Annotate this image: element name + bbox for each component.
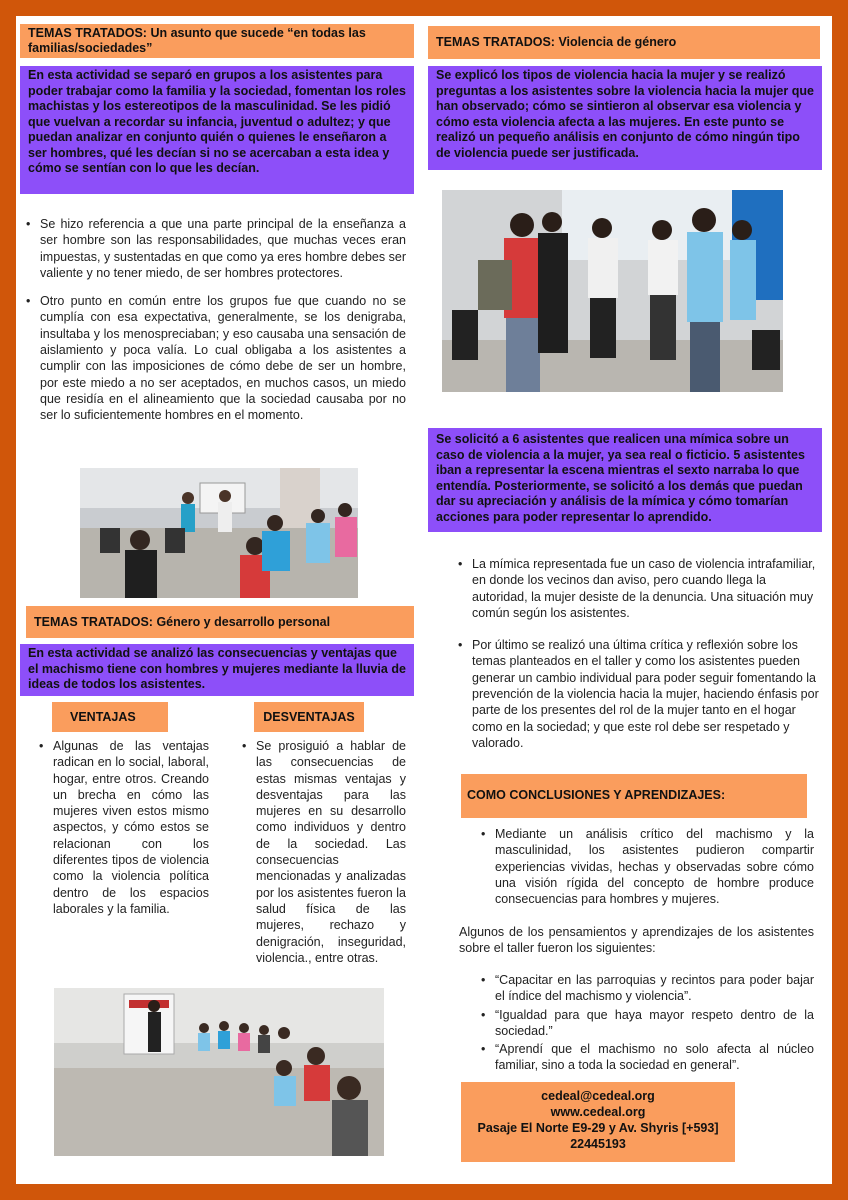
section-title-violencia-text: TEMAS TRATADOS: Violencia de género [436, 35, 677, 49]
brochure-page [16, 16, 832, 1184]
contact-email[interactable]: cedeal@cedeal.org [541, 1089, 655, 1103]
workshop-photo-1-illustration [80, 468, 358, 598]
intro-violencia-text: Se explicó los tipos de violencia hacia la mujer y se realizó preguntas a los asistentes sobre la violencia hacia la mujer que han observado; cómo se sintieron al observar esa violencia y cómo esta violencia afecta a las mujeres. En este punto se realizó un pequeño análisis en conjunto de cómo ningún tipo de violencia puede ser justificada. [436, 68, 814, 160]
intro-genero-text: En esta actividad se analizó las consecuencias y ventajas que el machismo tiene con hombres y mujeres mediante la lluvia de ideas de todos los asistentes. [28, 646, 406, 691]
ventajas-list [37, 738, 209, 929]
section-title-familias-text: TEMAS TRATADOS: Un asunto que sucede “en todas las familias/sociedades” [28, 26, 366, 55]
intro-mimica-text: Se solicitó a 6 asistentes que realicen una mímica sobre un caso de violencia a la mujer, ya sea real o ficticio. 5 asistentes iban a representar la escena mientras el sexto narraba lo que entendía. Posteriormente, se solicitó a los demás que puedan dar su apreciación y análisis de la mímica y cómo tomarían acciones para poder representar lo aprendido. [436, 432, 805, 524]
bullet-list-conclusiones [479, 826, 814, 919]
contact-box [461, 1082, 735, 1162]
list-item: • “Aprendí que el machismo no solo afecta al núcleo familiar, sino a toda la sociedad en general”. [495, 1041, 814, 1074]
ventajas-label-text: VENTAJAS [70, 710, 136, 724]
workshop-photo-3 [54, 988, 384, 1156]
list-item: • “Capacitar en las parroquias y recintos para poder bajar el índice del machismo y violencia”. [495, 972, 814, 1005]
contact-website[interactable]: www.cedeal.org [550, 1105, 646, 1119]
workshop-photo-2 [442, 190, 783, 392]
list-item: • Mediante un análisis crítico del machismo y la masculinidad, los asistentes pudieron compartir experiencias vividas, hechas y observadas sobre cómo una visión rígida del concepto de hombre produce consecuencias para hombres y mujeres. [495, 826, 814, 907]
intro-box-genero [20, 644, 414, 696]
list-item: • “Igualdad para que haya mayor respeto dentro de la sociedad.” [495, 1007, 814, 1040]
intro-box-violencia [428, 66, 822, 170]
workshop-photo-3-illustration [54, 988, 384, 1156]
list-item: • Se hizo referencia a que una parte principal de la enseñanza a ser hombre son las responsabilidades, que muchas veces eran impuestas, y sustentadas en que como ya eres hombre debes ser valiente y no tener miedo, de ser hombres protectores. [40, 216, 406, 281]
desventajas-list [240, 738, 406, 978]
list-item: • Algunas de las ventajas radican en lo social, laboral, hogar, entre otros. Creando un brecha en cómo las mujeres viven estos mismo aspectos, y cómo estos se relacionan con los diferentes tipos de violencia como la violencia política dentro de los espacios laborales y la familia. [53, 738, 209, 917]
quotes-list [479, 972, 814, 1076]
list-item: • La mímica representada fue un caso de violencia intrafamiliar, en donde los vecinos dan aviso, pero cuando llega la autoridad, la mujer desiste de la denuncia. Una situación muy común según los asistentes. [472, 556, 821, 621]
list-item: • Se prosiguió a hablar de las consecuencias de estas mismas ventajas y desventajas para las mujeres en su desarrollo como individuos y dentro de la sociedad. Las consecuencias mencionadas y analizadas por los asistentes fueron la salud física de las mujeres, rechazo y denigración, inseguridad, violencia., entre otras. [256, 738, 406, 966]
desventajas-label [254, 702, 364, 732]
desventajas-label-text: DESVENTAJAS [263, 710, 355, 724]
intro-box-mimica [428, 428, 822, 532]
section-title-conclusiones [461, 774, 807, 818]
pensamientos-intro: Algunos de los pensamientos y aprendizajes de los asistentes sobre el taller fueron los siguientes: [459, 925, 814, 956]
section-title-familias [20, 24, 414, 58]
workshop-photo-1 [80, 468, 358, 598]
section-title-violencia [428, 26, 820, 59]
section-title-conclusiones-text: COMO CONCLUSIONES Y APRENDIZAJES: [467, 788, 726, 802]
list-item: • Otro punto en común entre los grupos fue que cuando no se cumplía con esa expectativa, generalmente, se los denigraba, insultaba y los menospreciaban; y eso causaba una sensación de aislamiento y poca valía. Lo cual obligaba a los asistentes a cumplir con las imposiciones de cómo debe de ser un hombre, por este miedo a no ser aceptados, en muchos casos, un miedo que residía en el alineamiento que la sociedad causaba por no ser lo suficientemente hombres en el momento. [40, 293, 406, 423]
contact-address: Pasaje El Norte E9-29 y Av. Shyris [+593] 22445193 [477, 1121, 719, 1151]
workshop-photo-2-illustration [442, 190, 783, 392]
list-item: • Por último se realizó una última crítica y reflexión sobre los temas planteados en el taller y como los asistentes pueden generar un cambio individual para poder seguir fomentando la prevención de la violencia hacia la mujer, haciendo énfasis por parte de los presentes del rol de la mujer tanto en el hogar como en la sociedad; y que este rol debe ser respetado y valorado. [472, 637, 821, 751]
intro-familias-text: En esta actividad se separó en grupos a los asistentes para poder trabajar como la familia y la sociedad, fomentan los roles machistas y los estereotipos de la masculinidad. Se les pidió que vuelvan a recordar su infancia, juventud o adultez; y que puedan analizar en conjunto quién o quienes le enseñaron a ser hombres, qué les decían si no se acercaban a esta idea y cómo se sentían con lo que les decían. [28, 68, 406, 175]
intro-box-familias [20, 66, 414, 194]
section-title-genero-text: TEMAS TRATADOS: Género y desarrollo personal [34, 615, 331, 629]
bullet-list-familias [24, 216, 406, 436]
section-title-genero [26, 606, 414, 638]
bullet-list-mimica [456, 556, 821, 763]
ventajas-label [52, 702, 168, 732]
